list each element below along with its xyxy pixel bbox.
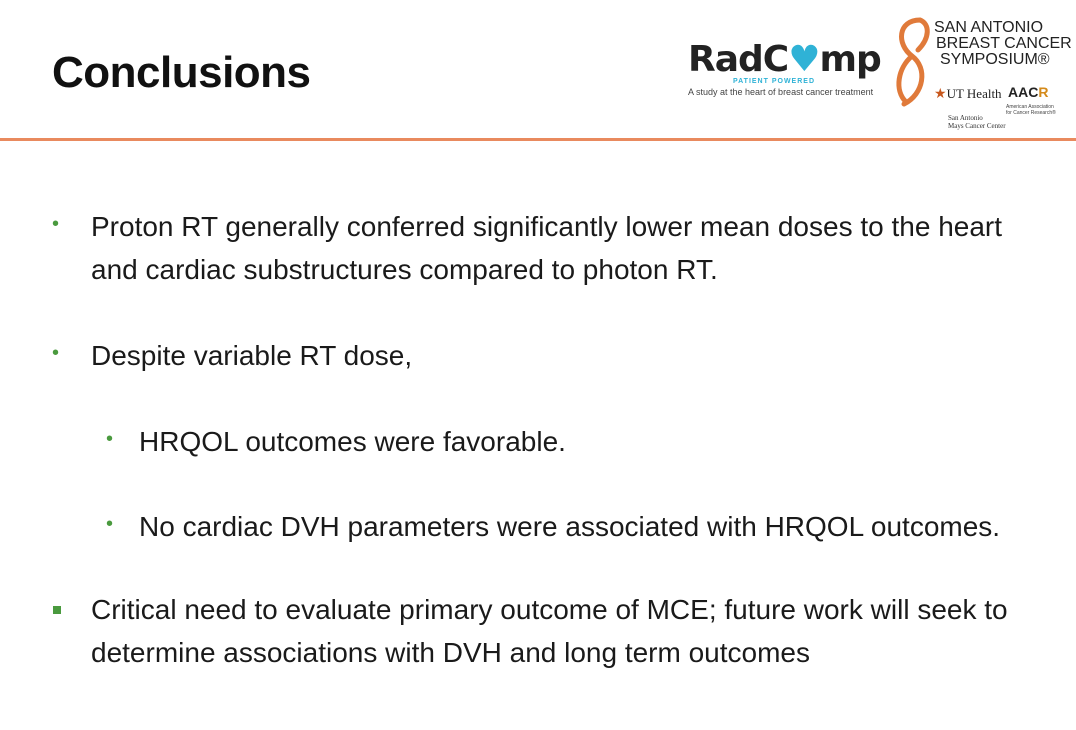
bullet-text-line: Critical need to evaluate primary outcome of MCE; future work will seek to xyxy=(91,594,1008,625)
sub-bullet-item xyxy=(139,505,1000,548)
bullet-item xyxy=(91,205,1002,291)
bullet-text-line: Despite variable RT dose, xyxy=(91,340,413,371)
bullet-marker: • xyxy=(106,428,114,450)
star-icon: ★ xyxy=(934,87,947,102)
heart-icon: ♥ xyxy=(788,39,820,80)
radcomp-wordmark: RadC♥mp xyxy=(688,39,881,80)
ut-health-logo: ★UT Health xyxy=(934,86,1002,102)
bullet-text-line: HRQOL outcomes were favorable. xyxy=(139,426,566,457)
aacr-logo: AACR xyxy=(1008,84,1049,100)
bullet-item xyxy=(91,588,1008,674)
bullet-text-line: and cardiac substructures compared to photon RT. xyxy=(91,254,718,285)
bullet-marker: • xyxy=(52,342,60,364)
aacr-sub: American Association for Cancer Research® xyxy=(1006,104,1056,116)
bullet-text-line: No cardiac DVH parameters were associated with HRQOL outcomes. xyxy=(139,511,1001,542)
bullet-item xyxy=(91,334,412,377)
sub-bullet-item xyxy=(139,420,566,463)
bullet-text-line: determine associations with DVH and long term outcomes xyxy=(91,637,811,668)
ut-health-sub: San Antonio Mays Cancer Center xyxy=(948,114,1006,130)
bullet-marker: • xyxy=(106,513,114,535)
radcomp-tagline: PATIENT POWERED xyxy=(732,78,816,85)
radcomp-subtitle: A study at the heart of breast cancer treatment xyxy=(688,87,874,97)
bullet-marker: • xyxy=(52,213,60,235)
bullet-marker xyxy=(53,606,61,614)
slide-title: Conclusions xyxy=(52,48,311,97)
bullet-text-line: Proton RT generally conferred significantly lower mean doses to the heart xyxy=(91,211,1003,242)
sabcs-wordmark: SAN ANTONIO BREAST CANCER SYMPOSIUM® xyxy=(934,19,1072,68)
